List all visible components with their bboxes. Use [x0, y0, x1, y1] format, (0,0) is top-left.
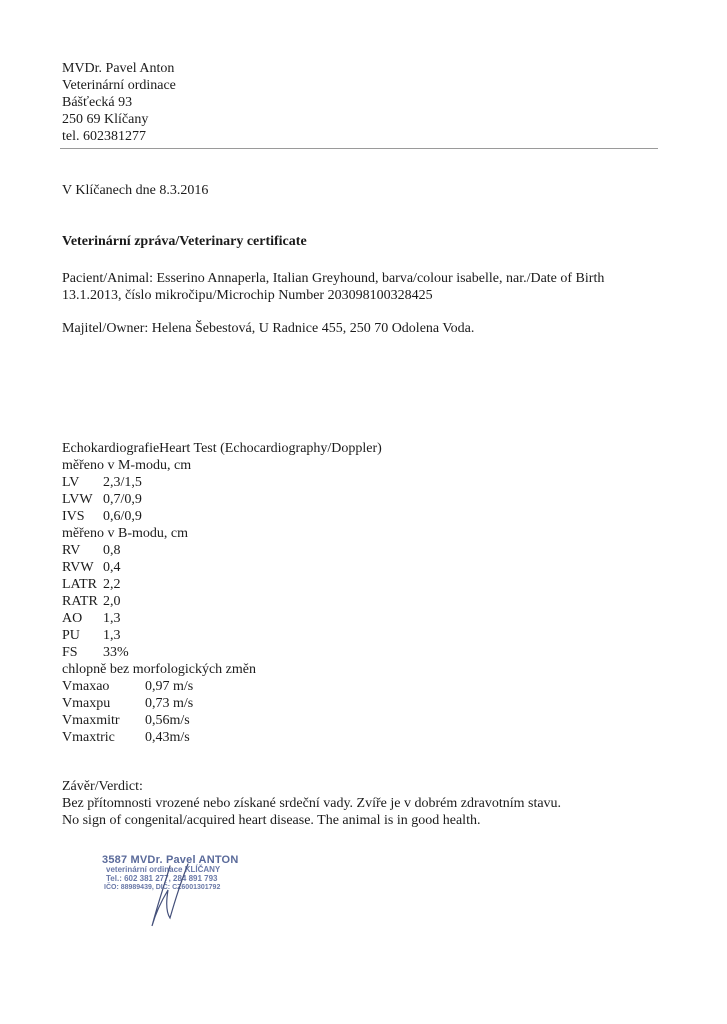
measurement-row-latr: [62, 576, 382, 593]
valves-note: chlopně bez morfologických změn: [62, 662, 256, 677]
velocity-row-vmaxmitr: [62, 712, 382, 729]
echo-heading: EchokardiografieHeart Test (Echocardiography/Doppler): [62, 441, 382, 456]
owner-info: Majitel/Owner: Helena Šebestová, U Radnice 455, 250 70 Odolena Voda.: [62, 321, 475, 336]
measurement-value: 0,4: [103, 560, 121, 575]
stamp-line-4: IČO: 88989439, DIČ: CZ6001301792: [104, 884, 221, 891]
measurement-value: 0,7/0,9: [103, 492, 142, 507]
velocity-value: 0,97 m/s: [145, 679, 194, 694]
verdict-label: Závěr/Verdict:: [62, 779, 143, 794]
stamp-line-2: veterinární ordinace KLÍČANY: [106, 865, 221, 874]
patient-line-2: 13.1.2013, číslo mikročipu/Microchip Number 203098100328425: [62, 288, 433, 303]
measurement-key: AO: [62, 611, 83, 626]
velocity-key: Vmaxtric: [62, 730, 115, 745]
measurement-row-ivs: [62, 508, 382, 525]
velocity-row-vmaxpu: [62, 695, 382, 712]
velocity-row-vmaxtric: [62, 729, 382, 746]
measurement-key: RV: [62, 543, 81, 558]
measurement-key: FS: [62, 645, 78, 660]
velocity-value: 0,56m/s: [145, 713, 190, 728]
m-mode-label: měřeno v M-modu, cm: [62, 458, 192, 473]
measurement-row-lvw: [62, 491, 382, 508]
letterhead: [62, 60, 176, 145]
measurement-row-ao: [62, 610, 382, 627]
measurement-key: IVS: [62, 509, 85, 524]
vet-city: 250 69 Klíčany: [62, 112, 149, 127]
vet-name: MVDr. Pavel Anton: [62, 61, 175, 76]
vet-street: Bášťecká 93: [62, 95, 133, 110]
measurement-key: LATR: [62, 577, 97, 592]
patient-info: [62, 270, 604, 304]
measurement-row-lv: [62, 474, 382, 491]
measurement-row-pu: [62, 627, 382, 644]
verdict-section: [62, 778, 561, 829]
velocity-key: Vmaxpu: [62, 696, 111, 711]
patient-line-1: Pacient/Animal: Esserino Annaperla, Italian Greyhound, barva/colour isabelle, nar./Date of Birth: [62, 271, 605, 286]
vet-org: Veterinární ordinace: [62, 78, 176, 93]
measurement-value: 2,2: [103, 577, 121, 592]
b-mode-label: měřeno v B-modu, cm: [62, 526, 188, 541]
measurement-key: LV: [62, 475, 80, 490]
measurement-key: RVW: [62, 560, 94, 575]
signature-icon: [140, 860, 200, 932]
header-divider: [60, 148, 658, 149]
measurement-value: 33%: [103, 645, 129, 660]
measurement-key: LVW: [62, 492, 93, 507]
verdict-czech: Bez přítomnosti vrozené nebo získané srdeční vady. Zvíře je v dobrém zdravotním stavu.: [62, 796, 562, 811]
measurement-row-rv: [62, 542, 382, 559]
measurement-value: 1,3: [103, 628, 121, 643]
vet-phone: tel. 602381277: [62, 129, 146, 144]
velocity-value: 0,43m/s: [145, 730, 190, 745]
measurement-row-fs: [62, 644, 382, 661]
verdict-english: No sign of congenital/acquired heart disease. The animal is in good health.: [62, 813, 481, 828]
measurement-row-rvw: [62, 559, 382, 576]
velocity-row-vmaxao: [62, 678, 382, 695]
velocity-key: Vmaxmitr: [62, 713, 120, 728]
measurement-value: 1,3: [103, 611, 121, 626]
date-line: V Klíčanech dne 8.3.2016: [62, 183, 209, 198]
measurement-value: 0,6/0,9: [103, 509, 142, 524]
measurement-value: 0,8: [103, 543, 121, 558]
measurement-row-ratr: [62, 593, 382, 610]
velocity-key: Vmaxao: [62, 679, 110, 694]
stamp-line-1: 3587 MVDr. Pavel ANTON: [102, 854, 239, 866]
stamp-line-3: Tel.: 602 381 277, 284 891 793: [106, 874, 218, 883]
document-title: Veterinární zpráva/Veterinary certificate: [62, 234, 307, 249]
velocity-value: 0,73 m/s: [145, 696, 194, 711]
echo-section: [62, 440, 382, 746]
measurement-value: 2,3/1,5: [103, 475, 142, 490]
measurement-key: PU: [62, 628, 80, 643]
measurement-value: 2,0: [103, 594, 121, 609]
measurement-key: RATR: [62, 594, 98, 609]
